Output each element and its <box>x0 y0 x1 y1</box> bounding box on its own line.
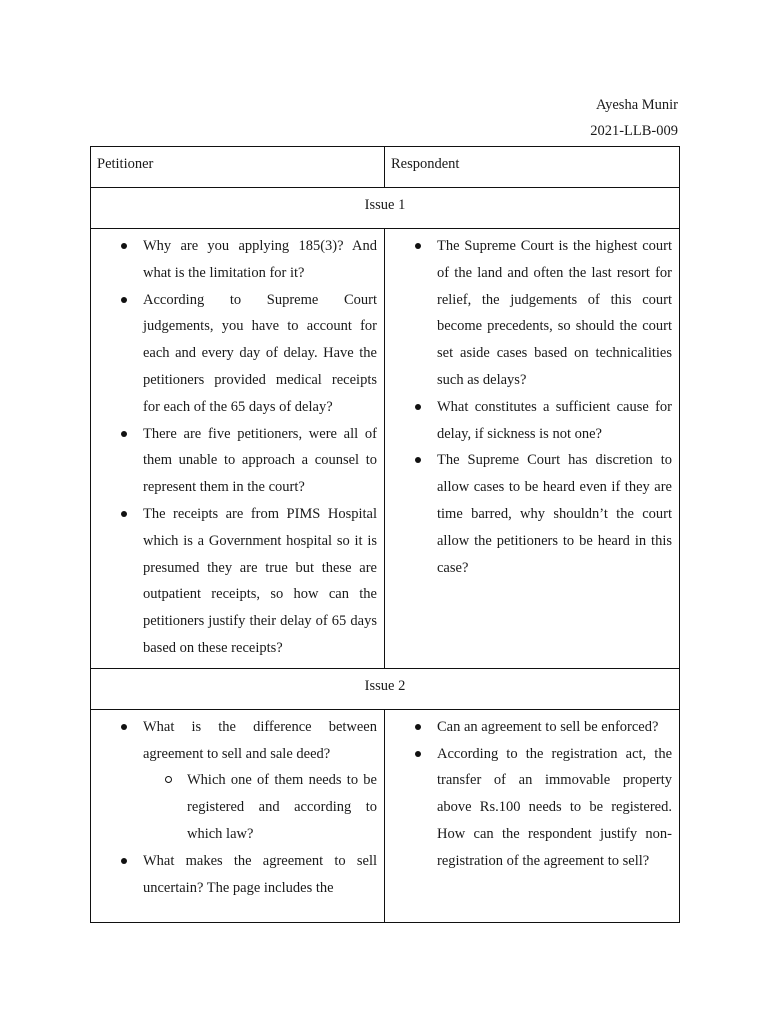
list-item: The Supreme Court has discretion to allow cases to be heard even if they are time barred, why shouldn’t the court allow the petitioners to be heard in this case? <box>391 447 672 581</box>
list-item: The Supreme Court is the highest court of the land and often the last resort for relief, the judgements of this court become precedents, so should the court set aside cases based on technicalities such as delays? <box>391 233 672 394</box>
sub-list <box>143 767 377 847</box>
list-item: Can an agreement to sell be enforced? <box>391 714 672 741</box>
list-item: What constitutes a sufficient cause for delay, if sickness is not one? <box>391 394 672 448</box>
roll-number: 2021-LLB-009 <box>590 123 678 139</box>
author-name: Ayesha Munir <box>595 97 678 113</box>
list-item: According to the registration act, the transfer of an immovable property above Rs.100 needs to be registered. How can the respondent justify non-registration of the agreement to sell? <box>391 741 672 875</box>
column-header-respondent: Respondent <box>385 147 680 188</box>
issue-1-petitioner-list <box>97 233 377 662</box>
list-item: There are five petitioners, were all of them unable to approach a counsel to represent them in the court? <box>97 421 377 501</box>
issue-2-respondent-cell <box>385 709 680 922</box>
issue-2-respondent-list <box>391 714 672 875</box>
list-item: What makes the agreement to sell uncertain? The page includes the <box>97 848 377 902</box>
issue-1-respondent-list <box>391 233 672 581</box>
issue-2-heading: Issue 2 <box>91 668 680 709</box>
sub-list-item: Which one of them needs to be registered and according to which law? <box>143 767 377 847</box>
arguments-table <box>90 146 680 923</box>
document-header <box>590 92 678 144</box>
issue-1-petitioner-cell <box>91 229 385 669</box>
list-item: Why are you applying 185(3)? And what is the limitation for it? <box>97 233 377 287</box>
list-item: The receipts are from PIMS Hospital which is a Government hospital so it is presumed they are true but these are outpatient receipts, so how can the petitioners justify their delay of 65 days based on these receipts? <box>97 501 377 662</box>
issue-2-petitioner-cell <box>91 709 385 922</box>
issue-1-respondent-cell <box>385 229 680 669</box>
list-item-text: What is the difference between agreement to sell and sale deed? <box>143 718 377 762</box>
issue-2-petitioner-list <box>97 714 377 902</box>
list-item: According to Supreme Court judgements, you have to account for each and every day of delay. Have the petitioners provided medical receipts for each of the 65 days of delay? <box>97 287 377 421</box>
column-header-petitioner: Petitioner <box>91 147 385 188</box>
list-item <box>97 714 377 848</box>
issue-1-heading: Issue 1 <box>91 188 680 229</box>
